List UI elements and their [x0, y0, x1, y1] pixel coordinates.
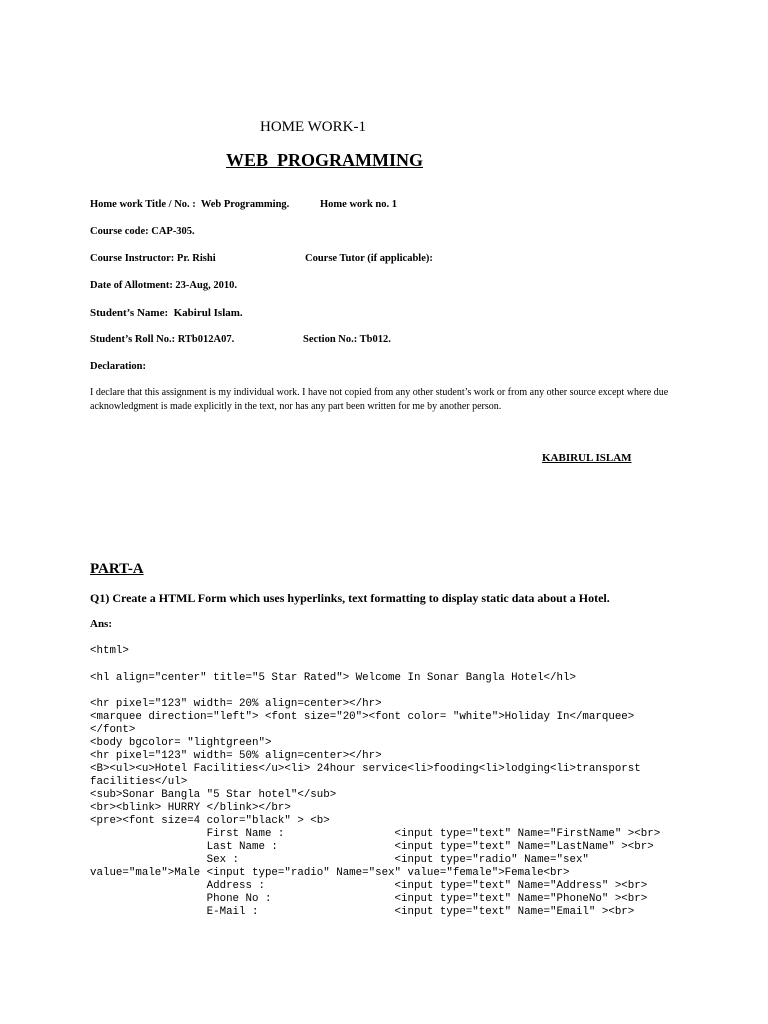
code-line-h1: <hl align="center" title="5 Star Rated"> Welcome In Sonar Bangla Hotel</hl>: [90, 672, 576, 684]
course-code-field: Course code: CAP-305.: [90, 226, 195, 237]
homework-title-field: Home work Title / No. : Web Programming.: [90, 199, 290, 210]
code-line-html: <html>: [90, 645, 129, 657]
student-signature: KABIRUL ISLAM: [542, 452, 632, 464]
code-block: <hr pixel="123" width= 20% align=center></hr> <marquee direction="left"> <font size="20"><font color= "white">Holiday In</marquee> </font> <body bgcolor= "lightgreen"> <hr pixel="123" width= 50% align=center></hr> <B><ul><u>Hotel Facilities</u><li> 24hour service<li>fooding<li>lodging<li>transporst facilities</ul> <sub>Sonar Bangla "5 Star hotel"</sub> <br><blink> HURRY </blink></br> <pre><font size=4 color="black" > <b> First Name : <input type="text" Name="FirstName" ><br> Last Name : <input type="text" Name="LastName" ><br> Sex : <input type="radio" Name="sex" value="male">Male <input type="radio" Name="sex" value="female">Female<br> Address : <input type="text" Name="Address" ><br> Phone No : <input type="text" Name="PhoneNo" ><br> E-Mail : <input type="text" Name="Email" ><br>: [90, 698, 661, 918]
course-tutor-field: Course Tutor (if applicable):: [305, 253, 433, 264]
declaration-text: I declare that this assignment is my individual work. I have not copied from any other student’s work or from any other source except where due acknowledgment is made explicitly in the text, nor has any part been written for me by another person.: [90, 387, 669, 412]
question-1: Q1) Create a HTML Form which uses hyperlinks, text formatting to display static data about a Hotel.: [90, 591, 610, 605]
homework-heading: HOME WORK-1: [260, 119, 366, 135]
part-a-heading: PART-A: [90, 561, 144, 577]
subject-title: WEB PROGRAMMING: [226, 150, 423, 170]
roll-number-field: Student’s Roll No.: RTb012A07.: [90, 334, 235, 345]
section-number-field: Section No.: Tb012.: [303, 334, 391, 345]
course-instructor-field: Course Instructor: Pr. Rishi: [90, 253, 216, 264]
student-name-field: Student’s Name: Kabirul Islam.: [90, 307, 243, 319]
declaration-heading: Declaration:: [90, 361, 146, 372]
answer-label: Ans:: [90, 618, 113, 630]
homework-number-field: Home work no. 1: [320, 199, 397, 210]
allotment-date-field: Date of Allotment: 23-Aug, 2010.: [90, 280, 237, 291]
